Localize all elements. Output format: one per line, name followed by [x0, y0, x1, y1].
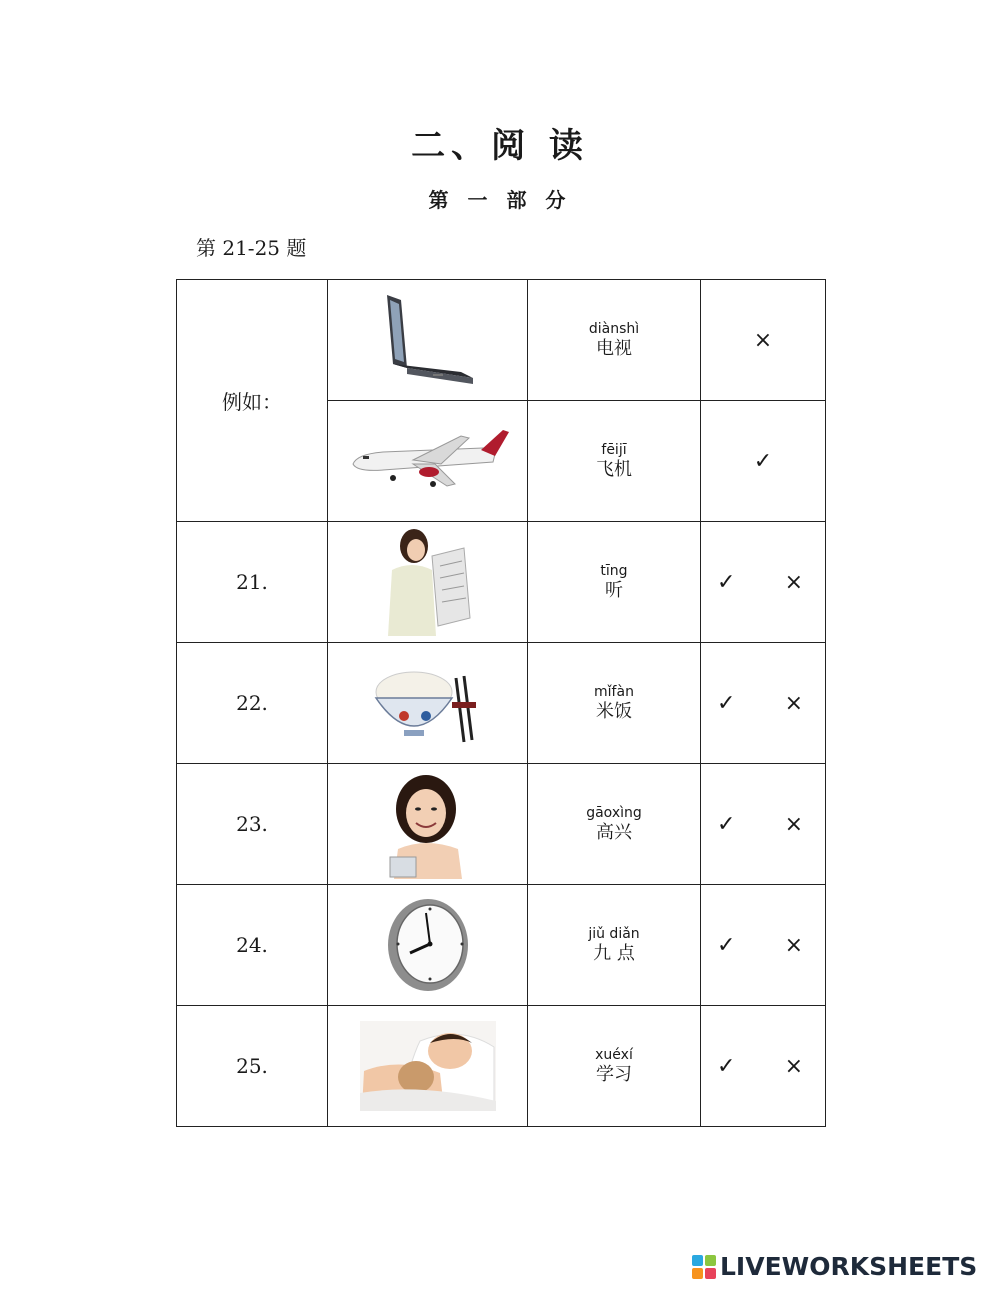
cross-option[interactable]: ×: [784, 932, 803, 958]
table-row: [177, 643, 826, 764]
pinyin-text: tīng: [600, 563, 628, 579]
pinyin-text: diànshì: [588, 321, 640, 337]
word-cell: [528, 401, 701, 522]
word-cell: [528, 1006, 701, 1127]
clock-picture: [380, 893, 476, 997]
picture-cell: [328, 643, 528, 764]
question-number: 25.: [236, 1054, 268, 1078]
word-cell: [528, 764, 701, 885]
picture-cell: [328, 1006, 528, 1127]
question-number: 24.: [236, 933, 268, 957]
hanzi-text: 电视: [596, 338, 632, 359]
pinyin-text: gāoxìng: [586, 805, 642, 821]
brand-name: LIVEWORKSHEETS: [720, 1252, 978, 1281]
picture-cell: [328, 885, 528, 1006]
word-cell: [528, 522, 701, 643]
answer-cell: [701, 522, 826, 643]
answer-cell: [701, 643, 826, 764]
cross-option[interactable]: ×: [784, 811, 803, 837]
hanzi-text: 听: [605, 580, 623, 601]
question-range: 第 21-25 题: [196, 236, 307, 260]
check-mark: ✓: [753, 448, 773, 474]
table-row: [177, 885, 826, 1006]
table-row: [177, 280, 826, 401]
picture-cell: [328, 401, 528, 522]
hanzi-text: 飞机: [596, 459, 632, 480]
section-subtitle: 第 一 部 分: [428, 188, 572, 212]
hanzi-text: 学习: [596, 1064, 632, 1085]
check-option[interactable]: ✓: [717, 932, 736, 958]
answer-cell: [701, 885, 826, 1006]
word-cell: [528, 280, 701, 401]
cross-mark: ×: [753, 327, 773, 353]
question-number: 23.: [236, 812, 268, 836]
hanzi-text: 九 点: [593, 943, 635, 964]
hanzi-text: 高兴: [596, 822, 632, 843]
laptop-picture: [373, 290, 483, 390]
sleeping-child-picture: [360, 1021, 496, 1111]
table-row: [177, 1006, 826, 1127]
rice-bowl-picture: [368, 658, 488, 748]
answer-cell: [701, 401, 826, 522]
picture-cell: [328, 764, 528, 885]
liveworksheets-logo-icon: [692, 1255, 716, 1279]
answer-cell: [701, 280, 826, 401]
question-number: 22.: [236, 691, 268, 715]
table-row: [177, 764, 826, 885]
question-number-cell: [177, 764, 328, 885]
question-number-cell: [177, 885, 328, 1006]
question-number-cell: [177, 643, 328, 764]
question-number: 21.: [236, 570, 268, 594]
answer-cell: [701, 764, 826, 885]
check-option[interactable]: ✓: [717, 569, 736, 595]
pinyin-text: xuéxí: [595, 1047, 633, 1063]
page-title: 二、阅 读: [411, 126, 589, 166]
footer-brand: [692, 1252, 977, 1281]
woman-reading-newspaper-picture: [378, 526, 478, 638]
check-option[interactable]: ✓: [717, 1053, 736, 1079]
answer-cell: [701, 1006, 826, 1127]
check-option[interactable]: ✓: [717, 690, 736, 716]
hanzi-text: 米饭: [596, 701, 632, 722]
pinyin-text: mǐfàn: [594, 684, 634, 700]
smiling-girl-picture: [386, 769, 470, 879]
word-cell: [528, 885, 701, 1006]
check-option[interactable]: ✓: [717, 811, 736, 837]
question-number-cell: [177, 522, 328, 643]
question-table: [176, 279, 826, 1127]
pinyin-text: jiǔ diǎn: [588, 926, 640, 942]
cross-option[interactable]: ×: [784, 1053, 803, 1079]
table-row: [177, 522, 826, 643]
airplane-picture: [343, 426, 513, 496]
picture-cell: [328, 522, 528, 643]
question-number-cell: [177, 1006, 328, 1127]
picture-cell: [328, 280, 528, 401]
cross-option[interactable]: ×: [784, 690, 803, 716]
cross-option[interactable]: ×: [784, 569, 803, 595]
example-label-cell: [177, 280, 328, 522]
word-cell: [528, 643, 701, 764]
example-label: 例如：: [222, 390, 282, 414]
pinyin-text: fēijī: [601, 442, 627, 458]
